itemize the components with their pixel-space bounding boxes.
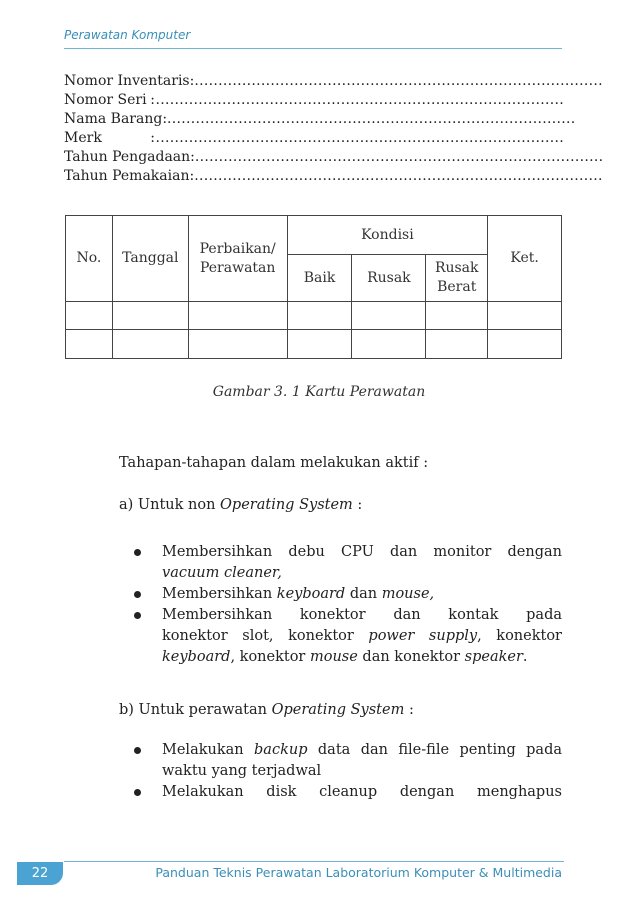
bullet-part: dan bbox=[345, 586, 382, 602]
bullet-part: Melakukan bbox=[162, 742, 255, 758]
footer-rule bbox=[64, 861, 564, 862]
header-rusak-berat bbox=[426, 255, 488, 302]
form-colon: : bbox=[162, 111, 168, 127]
header-ket: Ket. bbox=[488, 216, 562, 302]
form-label: Tahun Pengadaan bbox=[64, 149, 191, 165]
section-a-prefix: a) Untuk non bbox=[119, 497, 221, 513]
bullet-text bbox=[162, 626, 562, 647]
page-number-badge: 22 bbox=[17, 862, 63, 885]
table-cell bbox=[488, 302, 562, 330]
bullet-text-italic bbox=[162, 563, 562, 584]
section-b-prefix: b) Untuk perawatan bbox=[119, 702, 272, 718]
list-item bbox=[134, 584, 562, 605]
form-label: Nomor Inventaris bbox=[64, 73, 190, 89]
form-label: Nama Barang bbox=[64, 111, 163, 127]
table-cell bbox=[112, 302, 188, 330]
bullet-text: Membersihkan debu CPU dan monitor dengan bbox=[162, 544, 562, 560]
bullet-em: power supply bbox=[368, 628, 478, 644]
bullet-em: keyboard bbox=[276, 586, 346, 602]
bullet-list-b bbox=[134, 740, 562, 803]
section-a-heading bbox=[119, 495, 562, 516]
list-item bbox=[134, 740, 562, 782]
form-dotted-line: ...................................................................................... bbox=[194, 73, 603, 89]
inventory-form bbox=[64, 72, 604, 186]
running-footer: Panduan Teknis Perawatan Laboratorium Komputer & Multimedia bbox=[155, 865, 562, 880]
bullet-dot bbox=[134, 591, 141, 598]
bullet-part: , konektor bbox=[230, 649, 310, 665]
table-cell bbox=[488, 330, 562, 359]
table-cell bbox=[426, 330, 488, 359]
bullet-em: keyboard bbox=[162, 649, 231, 665]
table-cell bbox=[188, 330, 287, 359]
bullet-em: backup bbox=[254, 742, 308, 758]
form-row-tahun-pengadaan bbox=[64, 148, 604, 167]
table-cell bbox=[287, 330, 352, 359]
form-row-merk bbox=[64, 129, 564, 148]
intro-text: Tahapan-tahapan dalam melakukan aktif : bbox=[119, 455, 429, 471]
list-item bbox=[134, 605, 562, 668]
bullet-dot bbox=[134, 747, 141, 754]
figure-caption: Gambar 3. 1 Kartu Perawatan bbox=[212, 384, 426, 400]
section-b-heading bbox=[119, 700, 562, 721]
table-row bbox=[66, 302, 562, 330]
table-cell bbox=[287, 302, 352, 330]
bullet-text: waktu yang terjadwal bbox=[162, 763, 322, 779]
table-row bbox=[66, 330, 562, 359]
table-cell bbox=[352, 330, 426, 359]
form-label: Nomor Seri bbox=[64, 92, 147, 108]
bullet-em: mouse bbox=[309, 649, 358, 665]
form-dotted-line: ...................................................................................... bbox=[194, 149, 604, 165]
section-b-suffix: : bbox=[404, 702, 414, 718]
form-row-nomor-inventaris bbox=[64, 72, 603, 91]
list-item bbox=[134, 782, 562, 803]
header-perbaikan: Perbaikan/ bbox=[199, 240, 276, 257]
header-baik: Baik bbox=[287, 255, 352, 302]
bullet-em: vacuum cleaner, bbox=[162, 565, 282, 581]
maintenance-card-table bbox=[65, 215, 562, 359]
bullet-text bbox=[162, 584, 562, 605]
table-cell bbox=[352, 302, 426, 330]
bullet-part: . bbox=[522, 649, 528, 665]
form-colon: : bbox=[189, 168, 195, 184]
section-a-em: Operating System bbox=[220, 497, 353, 513]
bullet-part: dan konektor bbox=[357, 649, 465, 665]
form-row-nama-barang bbox=[64, 110, 576, 129]
table-cell bbox=[66, 302, 113, 330]
table-cell bbox=[66, 330, 113, 359]
form-row-tahun-pemakaian bbox=[64, 167, 603, 186]
bullet-dot bbox=[134, 549, 141, 556]
bullet-part: data dan file-file penting pada bbox=[307, 742, 562, 758]
form-colon: : bbox=[150, 130, 155, 146]
bullet-text: Membersihkan konektor dan kontak pada bbox=[162, 607, 562, 623]
bullet-text: Melakukan disk cleanup dengan menghapus bbox=[162, 784, 562, 800]
form-colon: : bbox=[150, 92, 155, 108]
form-label: Merk bbox=[64, 130, 102, 146]
form-colon: : bbox=[190, 149, 195, 165]
header-no: No. bbox=[66, 216, 113, 302]
bullet-em: speaker bbox=[464, 649, 523, 665]
bullet-part: , konektor bbox=[477, 628, 562, 644]
form-dotted-line: ...................................................................................... bbox=[155, 130, 564, 146]
section-a-suffix: : bbox=[352, 497, 363, 513]
running-header: Perawatan Komputer bbox=[64, 28, 191, 42]
bullet-part: konektor slot, konektor bbox=[162, 628, 369, 644]
table-cell bbox=[426, 302, 488, 330]
header-kondisi: Kondisi bbox=[287, 216, 488, 255]
header-perbaikan-perawatan bbox=[188, 216, 287, 302]
bullet-em: mouse, bbox=[381, 586, 435, 602]
section-b-em: Operating System bbox=[271, 702, 405, 718]
bullet-list-a bbox=[134, 542, 562, 668]
header-rule bbox=[64, 48, 562, 49]
bullet-text bbox=[162, 740, 562, 761]
header-perawatan: Perawatan bbox=[199, 259, 276, 276]
form-dotted-line: ...................................................................................... bbox=[167, 111, 576, 127]
form-row-nomor-seri bbox=[64, 91, 564, 110]
header-rusak-berat-line1: Rusak bbox=[434, 260, 479, 276]
form-label: Tahun Pemakaian bbox=[64, 168, 190, 184]
form-dotted-line: ...................................................................................... bbox=[194, 168, 603, 184]
header-tanggal: Tanggal bbox=[112, 216, 188, 302]
list-item bbox=[134, 542, 562, 584]
header-rusak-berat-line2: Berat bbox=[437, 279, 477, 295]
bullet-text bbox=[162, 647, 562, 668]
bullet-dot bbox=[134, 612, 141, 619]
form-dotted-line: ...................................................................................... bbox=[155, 92, 564, 108]
bullet-part: Membersihkan bbox=[162, 586, 277, 602]
table-cell bbox=[188, 302, 287, 330]
table-cell bbox=[112, 330, 188, 359]
header-rusak: Rusak bbox=[352, 255, 426, 302]
form-colon: : bbox=[189, 73, 195, 89]
bullet-dot bbox=[134, 789, 141, 796]
